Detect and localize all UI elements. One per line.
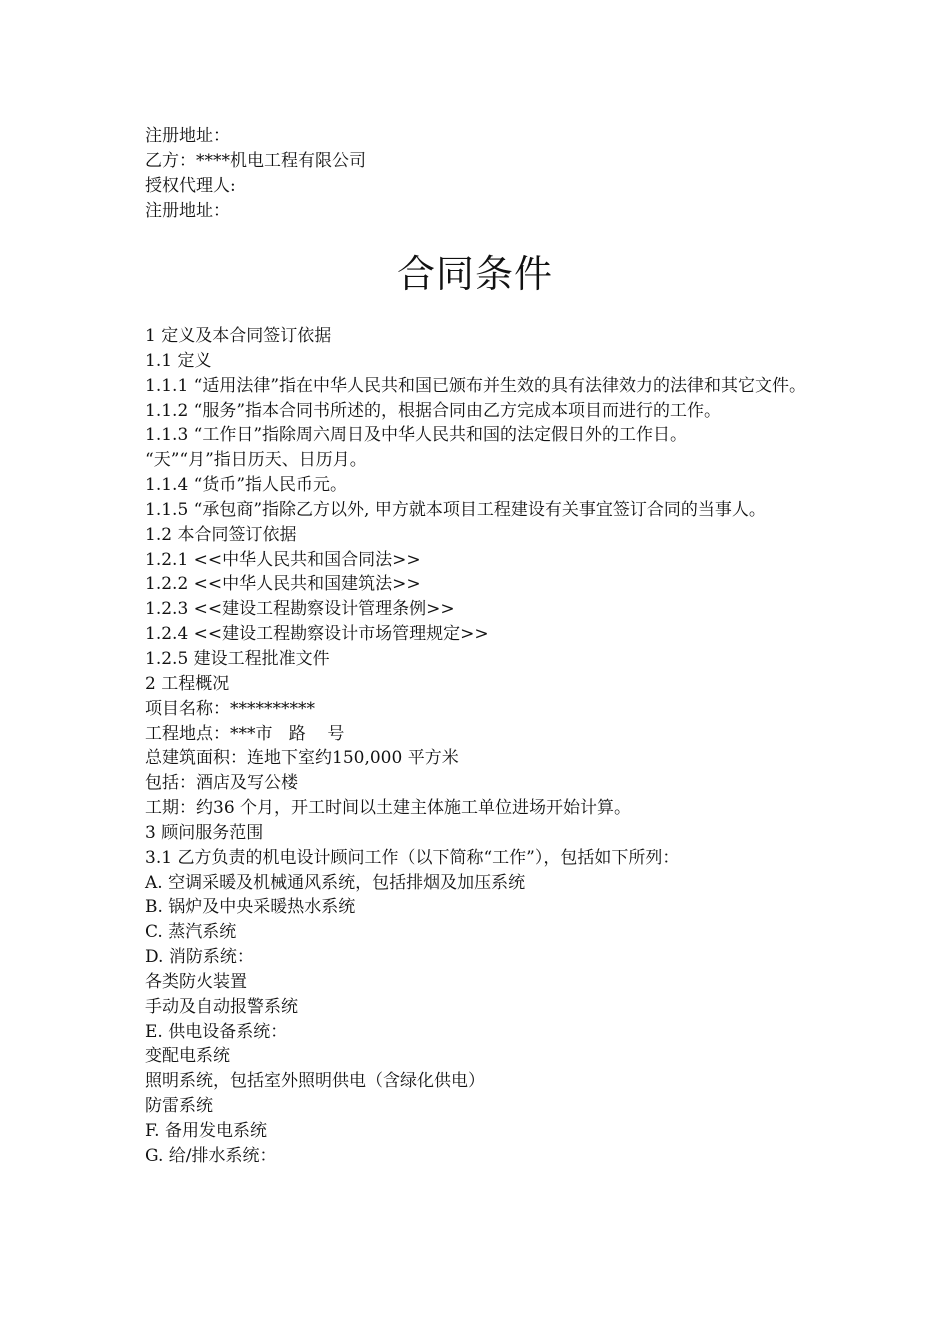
total-area-line: 总建筑面积：连地下室约150,000 平方米 (145, 748, 459, 769)
clause-text: 1.1.2 “服务”指本合同书所述的，根据合同由乙方完成本项目而进行的工作。 (145, 400, 722, 421)
section-heading: 1 定义及本合同签订依据 (145, 326, 332, 346)
list-item: 照明系统，包括室外照明供电（含绿化供电） (145, 1071, 485, 1092)
party-info-block (145, 124, 825, 223)
party-b-line: 乙方：****机电工程有限公司 (145, 150, 366, 171)
authorized-agent-line: 授权代理人: (145, 175, 236, 196)
section-heading: 3 顾问服务范围 (145, 822, 264, 843)
clause-text: 1.2.5 建设工程批准文件 (145, 648, 330, 669)
clause-text: 1.2.4 <<建设工程勘察设计市场管理规定>> (145, 624, 489, 645)
duration-line: 工期：约36 个月，开工时间以土建主体施工单位进场开始计算。 (145, 798, 632, 819)
project-location-line: 工程地点：***市 路 号 (145, 723, 345, 744)
subsection-heading: 1.2 本合同签订依据 (145, 524, 297, 545)
list-item: C. 蒸汽系统 (145, 922, 237, 943)
list-item: F. 备用发电系统 (145, 1121, 267, 1141)
clause-text: 1.2.3 <<建设工程勘察设计管理条例>> (145, 599, 455, 620)
list-item: G. 给/排水系统： (145, 1145, 277, 1166)
list-item: E. 供电设备系统： (145, 1021, 288, 1042)
registered-address-line: 注册地址： (145, 126, 230, 146)
list-item: B. 锅炉及中央采暖热水系统 (145, 897, 356, 918)
document-title: 合同条件 (396, 252, 553, 296)
list-item: 变配电系统 (145, 1046, 230, 1067)
clause-text: 1.1.4 “货币”指人民币元。 (145, 475, 348, 496)
clause-text: 3.1 乙方负责的机电设计顾问工作（以下简称“工作”），包括如下所列： (145, 847, 680, 868)
contract-conditions-body (145, 324, 813, 1169)
includes-line: 包括：酒店及写公楼 (145, 773, 298, 794)
list-item: 手动及自动报警系统 (145, 996, 298, 1017)
project-name-line: 项目名称：********** (145, 698, 315, 719)
clause-text: 1.1.3 “工作日”指除周六周日及中华人民共和国的法定假日外的工作日。 (145, 425, 688, 446)
list-item: 各类防火装置 (145, 971, 247, 992)
list-item: D. 消防系统： (145, 947, 254, 968)
clause-text: 1.1.1 “适用法律”指在中华人民共和国已颁布并生效的具有法律效力的法律和其它文件。 (145, 375, 807, 396)
list-item: 防雷系统 (145, 1096, 213, 1117)
subsection-heading: 1.1 定义 (145, 350, 212, 371)
clause-text: 1.1.5 “承包商”指除乙方以外, 甲方就本项目工程建设有关事宜签订合同的当事人。 (145, 499, 766, 520)
registered-address-line: 注册地址： (145, 200, 230, 221)
section-heading: 2 工程概况 (145, 673, 230, 694)
clause-text: 1.2.1 <<中华人民共和国合同法>> (145, 549, 421, 570)
clause-text: “天”“月”指日历天、日历月。 (145, 450, 367, 471)
clause-text: 1.2.2 <<中华人民共和国建筑法>> (145, 574, 421, 595)
list-item: A. 空调采暖及机械通风系统，包括排烟及加压系统 (145, 872, 526, 893)
